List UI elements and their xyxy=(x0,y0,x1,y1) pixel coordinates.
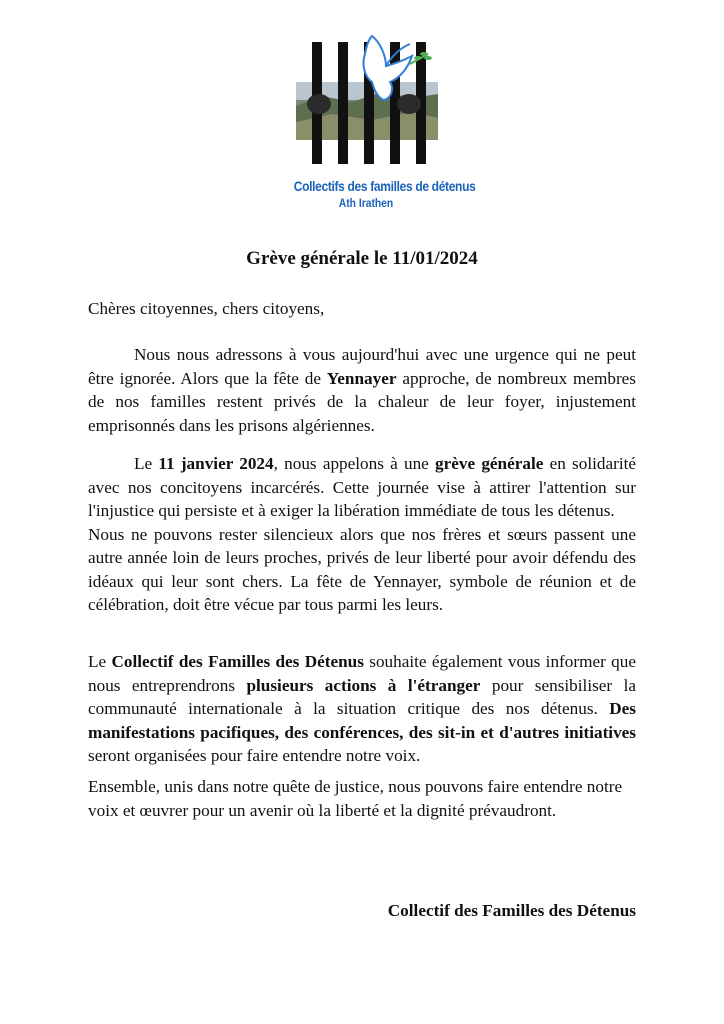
paragraph-3 xyxy=(88,650,636,768)
greeting: Chères citoyennes, chers citoyens, xyxy=(88,299,325,318)
p2-text-a: Le xyxy=(134,454,159,473)
collective-logo xyxy=(282,28,476,218)
paragraph-2 xyxy=(88,452,636,617)
logo-emblem xyxy=(282,28,450,178)
p3-text-e: pour sensibiliser la communauté internationale à la situation critique des nos détenus. xyxy=(88,675,636,718)
p3-bold-actions: plusieurs actions à l'étranger xyxy=(246,675,481,695)
p3-text-g: seront organisées pour faire entendre notre voix. xyxy=(88,746,421,765)
p3-text-c: souhaite également vous informer que nous entreprendrons xyxy=(88,652,636,695)
p2-text-c: , nous appelons à une xyxy=(273,454,436,473)
logo-title: Collectifs des familles de détenus xyxy=(293,178,476,194)
paragraph-1 xyxy=(88,343,636,437)
logo-subtitle: Ath Irathen xyxy=(338,196,394,210)
p3-text-a: Le xyxy=(88,652,112,671)
p1-text-c: approche, de nombreux membres de nos familles restent privés de la chaleur de leur foyer, injustement emprisonnés dans les prisons algériennes. xyxy=(88,368,636,435)
p2-text-e: en solidarité avec nos concitoyens incarcérés. Cette journée vise à attirer l'attention sur l'injustice qui persiste et à exiger la libération immédiate de tous les détenus. xyxy=(88,454,636,520)
document-title: Grève générale le 11/01/2024 xyxy=(246,248,478,269)
paragraph-4: Ensemble, unis dans notre quête de justice, nous pouvons faire entendre notre voix et œuvrer pour un avenir où la liberté et la dignité prévaudront. xyxy=(88,777,623,820)
p3-bold-collective: Collectif des Familles des Détenus xyxy=(111,652,364,671)
p1-bold-yennayer: Yennayer xyxy=(326,368,397,388)
p2-bold-date: 11 janvier 2024 xyxy=(158,454,274,473)
p2-text-f: Nous ne pouvons rester silencieux alors que nos frères et sœurs passent une autre année loin de leurs proches, privés de leur liberté pour avoir défendu des idéaux qui leur sont chers. La fête de Yennayer, symbole de réunion et de célébration, doit être vécue par tous parmi les leurs. xyxy=(88,524,636,614)
p1-text-a: Nous nous adressons à vous aujourd'hui avec une urgence qui ne peut être ignorée. Alors que la fête de xyxy=(88,345,636,388)
p3-bold-initiatives: Des manifestations pacifiques, des conférences, des sit-in et d'autres initiatives xyxy=(88,699,636,742)
signature: Collectif des Familles des Détenus xyxy=(387,901,636,920)
p2-bold-strike: grève générale xyxy=(435,454,544,473)
